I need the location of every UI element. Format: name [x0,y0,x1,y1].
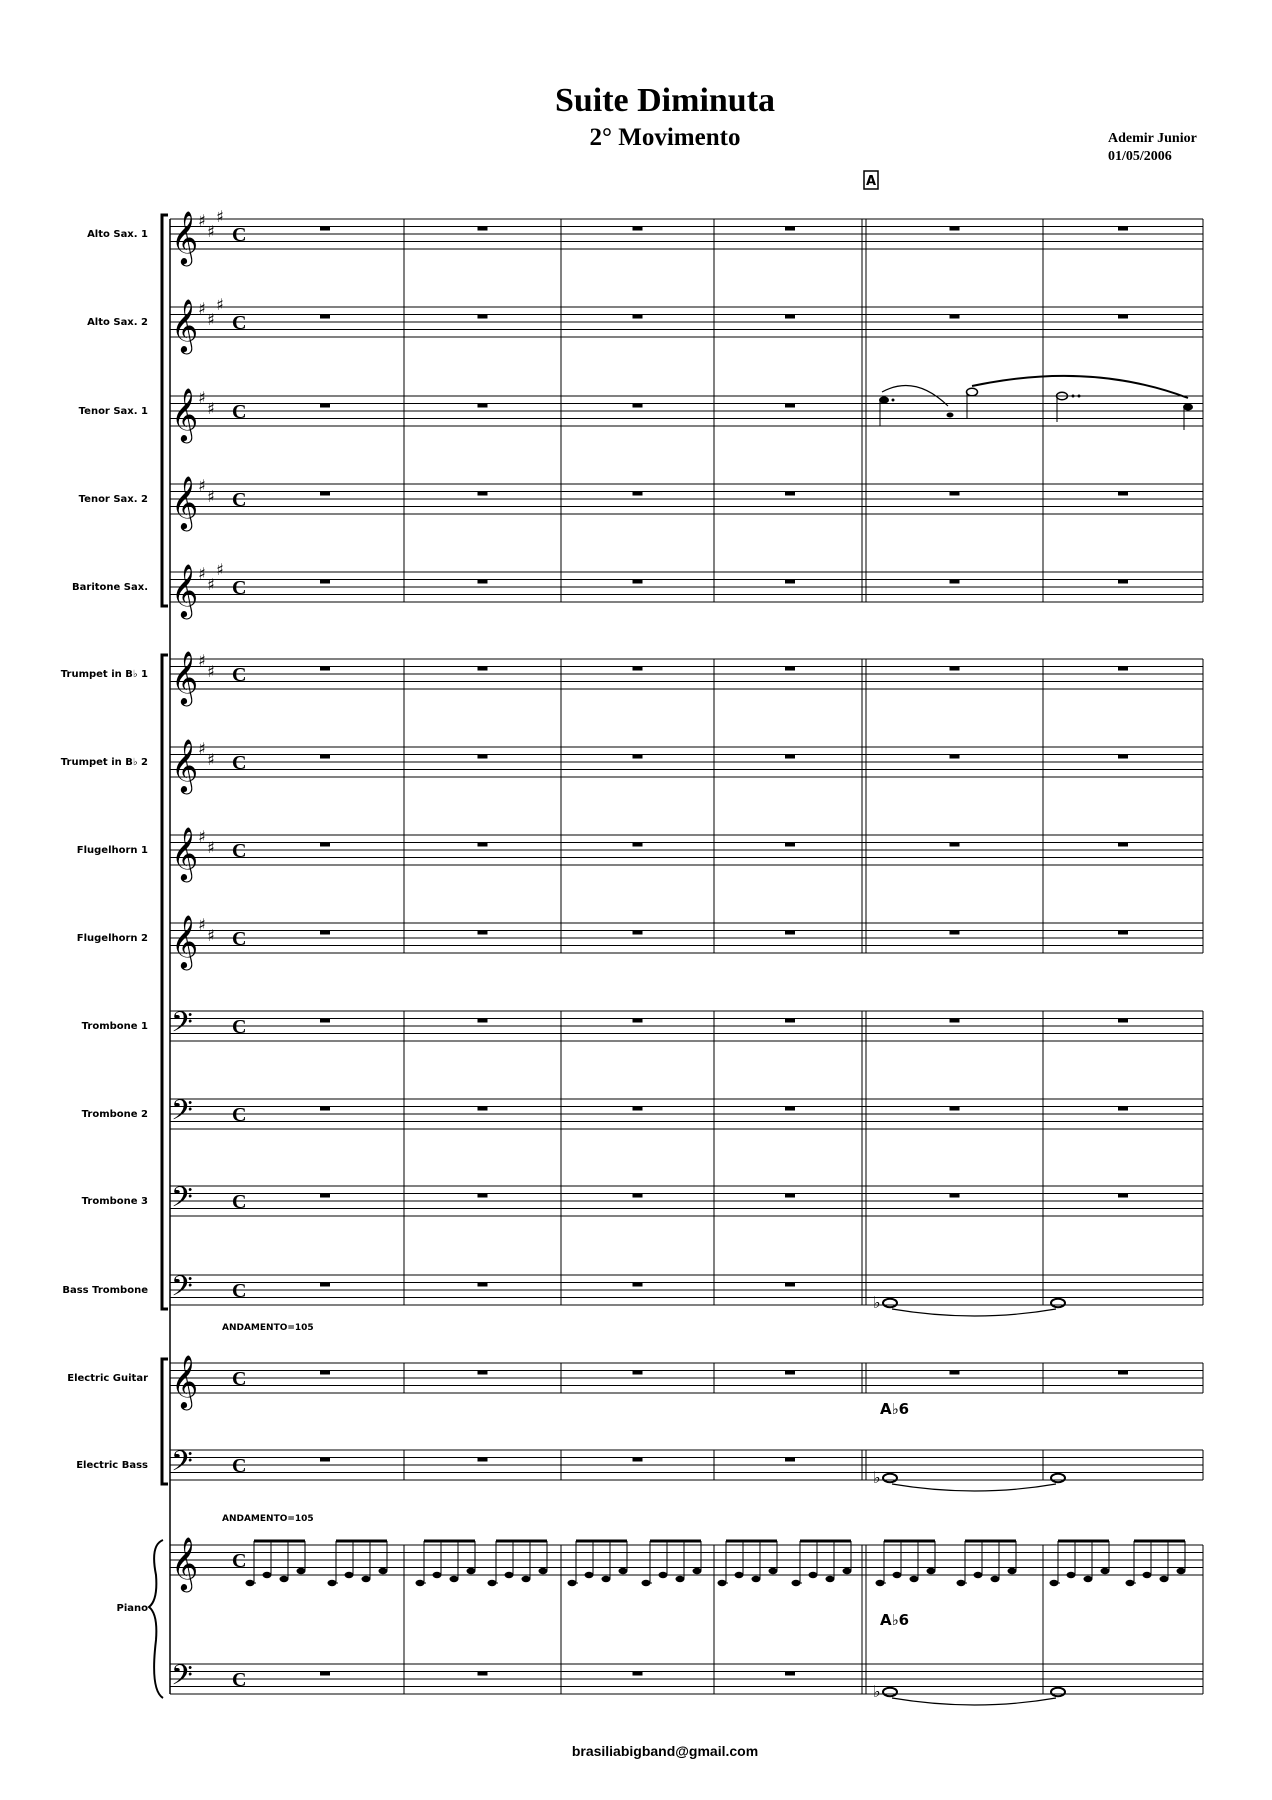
time-signature: C [232,489,247,511]
staff-13 [62,1270,1203,1310]
whole-rest [478,404,488,408]
whole-rest [633,1283,643,1287]
whole-rest [633,227,643,231]
half-note [967,388,978,396]
note [1008,1568,1017,1574]
slur [972,376,1188,398]
staff-1 [87,207,1203,266]
whole-rest [950,667,960,671]
instrument-label: Tenor Sax. 1 [78,406,148,417]
whole-rest [478,1194,488,1198]
whole-rest [633,931,643,935]
whole-rest [1118,492,1128,496]
whole-rest [478,931,488,935]
whole-rest [1118,1019,1128,1023]
whole-rest [785,1107,795,1111]
whole-rest [478,755,488,759]
staff-3 [79,387,1203,443]
staff-14 [67,1354,1203,1410]
key-sharp: ♯ [198,915,206,934]
note [826,1576,835,1582]
whole-note [883,1474,897,1482]
whole-rest [785,1283,795,1287]
whole-rest [785,667,795,671]
instrument-label: Baritone Sax. [72,582,148,593]
bass-clef: 𝄢 [171,1006,193,1046]
key-sharp: ♯ [207,399,215,418]
note [910,1576,919,1582]
whole-rest [478,843,488,847]
whole-rest [320,580,330,584]
staff-6 [61,650,1203,706]
whole-rest [320,667,330,671]
note [1143,1572,1152,1578]
note [659,1572,668,1578]
beamed-eighths [642,1541,702,1586]
note [345,1572,354,1578]
note [693,1568,702,1574]
time-signature: C [232,1104,247,1126]
whole-rest [633,492,643,496]
time-signature: C [232,1280,247,1302]
whole-rest [320,1371,330,1375]
beamed-eighths [488,1541,548,1586]
piano-brace [149,1540,163,1698]
whole-rest [1118,843,1128,847]
note [991,1576,1000,1582]
whole-rest [320,1107,330,1111]
whole-rest [950,227,960,231]
whole-rest [950,315,960,319]
whole-rest [1118,755,1128,759]
key-sharp: ♯ [198,211,206,230]
note [752,1576,761,1582]
note [522,1576,531,1582]
whole-rest [633,580,643,584]
instrument-label: Alto Sax. 1 [87,229,148,240]
whole-rest [320,1283,330,1287]
whole-rest [633,1107,643,1111]
whole-rest [633,755,643,759]
note [1177,1568,1186,1574]
beamed-eighths [876,1541,936,1586]
key-sharp: ♯ [216,295,224,314]
whole-rest [320,843,330,847]
note [735,1572,744,1578]
movement-subtitle: 2° Movimento [589,124,741,151]
whole-rest [785,227,795,231]
key-sharp: ♯ [198,651,206,670]
instrument-label: Tenor Sax. 2 [78,494,148,505]
whole-rest [633,667,643,671]
instrument-label: Electric Bass [76,1460,148,1471]
whole-rest [320,755,330,759]
instrument-label: Flugelhorn 1 [76,845,148,856]
note [809,1572,818,1578]
whole-rest [320,1672,330,1676]
rhythm-bracket [162,1359,168,1484]
staff-8 [77,826,1203,882]
whole-rest [785,1019,795,1023]
whole-rest [785,755,795,759]
instrument-label: Bass Trombone [62,1285,148,1296]
time-signature: C [232,1455,247,1477]
staff-16 [170,1536,1203,1592]
sax-bracket [162,215,168,606]
whole-rest [785,1371,795,1375]
rehearsal-mark: A [865,174,877,189]
staff-11 [82,1094,1203,1134]
whole-rest [633,1371,643,1375]
whole-rest [633,404,643,408]
beamed-eighths [718,1541,778,1586]
treble-clef: 𝄞 [171,475,199,529]
note [676,1576,685,1582]
note [843,1568,852,1574]
whole-rest [320,931,330,935]
instrument-label: Trombone 3 [81,1196,148,1207]
flat-accidental: ♭ [873,1293,881,1312]
note [362,1576,371,1582]
whole-rest [785,580,795,584]
time-signature: C [232,312,247,334]
time-signature: C [232,401,247,423]
whole-rest [320,315,330,319]
time-signature: C [232,840,247,862]
instrument-label: Flugelhorn 2 [76,933,148,944]
whole-rest [633,1458,643,1462]
note [263,1572,272,1578]
whole-rest [785,492,795,496]
treble-clef: 𝄞 [171,563,199,617]
whole-rest [633,315,643,319]
whole-rest [478,1458,488,1462]
staff-5 [72,560,1203,619]
whole-note [883,1688,897,1696]
grace-note [947,413,954,418]
whole-rest [785,1672,795,1676]
staff-2 [87,295,1203,354]
whole-rest [320,227,330,231]
whole-rest [1118,1107,1128,1111]
key-sharp: ♯ [216,207,224,226]
staff-7 [61,738,1203,794]
note [602,1576,611,1582]
whole-rest [320,1194,330,1198]
whole-rest [950,1194,960,1198]
score-title: Suite Diminuta [554,82,776,119]
key-sharp: ♯ [207,575,215,594]
whole-rest [478,1283,488,1287]
beamed-eighths [568,1541,628,1586]
whole-rest [1118,1371,1128,1375]
whole-rest [1118,931,1128,935]
beamed-eighths [246,1541,306,1586]
note [1160,1576,1169,1582]
whole-rest [478,1672,488,1676]
whole-rest [1118,1194,1128,1198]
whole-rest [478,1019,488,1023]
key-sharp: ♯ [198,299,206,318]
dot [1078,395,1081,398]
whole-rest [633,1194,643,1198]
bass-clef: 𝄢 [171,1094,193,1134]
whole-rest [950,1019,960,1023]
whole-rest [320,404,330,408]
key-sharp: ♯ [207,662,215,681]
note [927,1568,936,1574]
treble-clef: 𝄞 [171,650,199,704]
note [1067,1572,1076,1578]
key-sharp: ♯ [207,750,215,769]
whole-rest [950,755,960,759]
bass-clef: 𝄢 [171,1659,193,1699]
whole-rest [785,843,795,847]
tempo-marking: ANDAMENTO=105 [222,1323,314,1333]
treble-clef: 𝄞 [171,826,199,880]
whole-rest [633,1672,643,1676]
whole-rest [950,1371,960,1375]
time-signature: C [232,577,247,599]
whole-rest [478,227,488,231]
beamed-eighths [416,1541,476,1586]
whole-rest [1118,315,1128,319]
whole-rest [1118,667,1128,671]
instrument-label: Trombone 1 [81,1021,148,1032]
treble-clef: 𝄞 [171,210,199,264]
treble-clef: 𝄞 [171,1536,199,1590]
whole-rest [478,667,488,671]
whole-note [1051,1688,1065,1696]
whole-rest [950,843,960,847]
treble-clef: 𝄞 [171,914,199,968]
note [1084,1576,1093,1582]
whole-rest [950,580,960,584]
flat-accidental: ♭ [873,1468,881,1487]
whole-note [883,1299,897,1307]
whole-rest [950,931,960,935]
whole-rest [785,315,795,319]
instrument-label: Trumpet in B♭ 1 [60,669,148,680]
whole-rest [320,1019,330,1023]
beamed-eighths [1050,1541,1110,1586]
whole-rest [785,931,795,935]
time-signature: C [232,224,247,246]
time-signature: C [232,1669,247,1691]
time-signature: C [232,1191,247,1213]
treble-clef: 𝄞 [171,738,199,792]
footer-email: brasiliabigband@gmail.com [571,1743,759,1759]
key-sharp: ♯ [198,564,206,583]
beamed-eighths [957,1541,1017,1586]
note [585,1572,594,1578]
treble-clef: 𝄞 [171,298,199,352]
whole-rest [785,1458,795,1462]
flat-accidental: ♭ [873,1682,881,1701]
whole-rest [478,315,488,319]
note [379,1568,388,1574]
whole-rest [950,1107,960,1111]
tie [892,1484,1056,1491]
note [450,1576,459,1582]
piano-label: Piano [116,1603,148,1614]
note [505,1572,514,1578]
chord-symbol: A♭6 [880,1400,910,1418]
whole-rest [478,1107,488,1111]
whole-rest [785,404,795,408]
staff-9 [77,914,1203,970]
composer-name: Ademir Junior [1108,131,1197,146]
beamed-eighths [328,1541,388,1586]
treble-clef: 𝄞 [171,1354,199,1408]
composition-date: 01/05/2006 [1108,149,1172,164]
whole-rest [950,492,960,496]
tie [892,1309,1056,1316]
beamed-eighths [792,1541,852,1586]
key-sharp: ♯ [207,222,215,241]
instrument-label: Alto Sax. 2 [87,317,148,328]
staff-10 [82,1006,1203,1046]
staff-12 [82,1181,1203,1221]
note [467,1568,476,1574]
dot [1072,395,1075,398]
whole-note [1051,1474,1065,1482]
key-sharp: ♯ [207,310,215,329]
whole-rest [478,492,488,496]
time-signature: C [232,928,247,950]
chord-symbol: A♭6 [880,1611,910,1629]
dot [892,399,895,402]
time-signature: C [232,752,247,774]
tempo-marking: ANDAMENTO=105 [222,1514,314,1524]
whole-rest [1118,227,1128,231]
bass-clef: 𝄢 [171,1445,193,1485]
instrument-label: Trumpet in B♭ 2 [60,757,148,768]
beamed-eighths [1126,1541,1186,1586]
note [539,1568,548,1574]
time-signature: C [232,664,247,686]
whole-rest [633,1019,643,1023]
staff-17 [170,1659,1203,1699]
whole-rest [320,1458,330,1462]
treble-clef: 𝄞 [171,387,199,441]
note [1101,1568,1110,1574]
brass-bracket [162,655,168,1309]
key-sharp: ♯ [207,838,215,857]
whole-rest [478,580,488,584]
whole-rest [320,492,330,496]
staff-4 [79,475,1203,531]
bass-clef: 𝄢 [171,1181,193,1221]
time-signature: C [232,1016,247,1038]
key-sharp: ♯ [198,827,206,846]
bass-clef: 𝄢 [171,1270,193,1310]
key-sharp: ♯ [198,476,206,495]
whole-rest [785,1194,795,1198]
staff-15 [76,1445,1203,1485]
key-sharp: ♯ [207,926,215,945]
key-sharp: ♯ [207,487,215,506]
note [769,1568,778,1574]
instrument-label: Electric Guitar [67,1373,148,1384]
key-sharp: ♯ [198,739,206,758]
key-sharp: ♯ [216,560,224,579]
time-signature: C [232,1550,247,1572]
note [893,1572,902,1578]
note [297,1568,306,1574]
whole-rest [633,843,643,847]
whole-rest [478,1371,488,1375]
key-sharp: ♯ [198,388,206,407]
instrument-label: Trombone 2 [81,1109,148,1120]
note [433,1572,442,1578]
whole-note [1051,1299,1065,1307]
note [974,1572,983,1578]
time-signature: C [232,1368,247,1390]
tie [892,1698,1056,1705]
whole-rest [1118,580,1128,584]
note [619,1568,628,1574]
note [280,1576,289,1582]
